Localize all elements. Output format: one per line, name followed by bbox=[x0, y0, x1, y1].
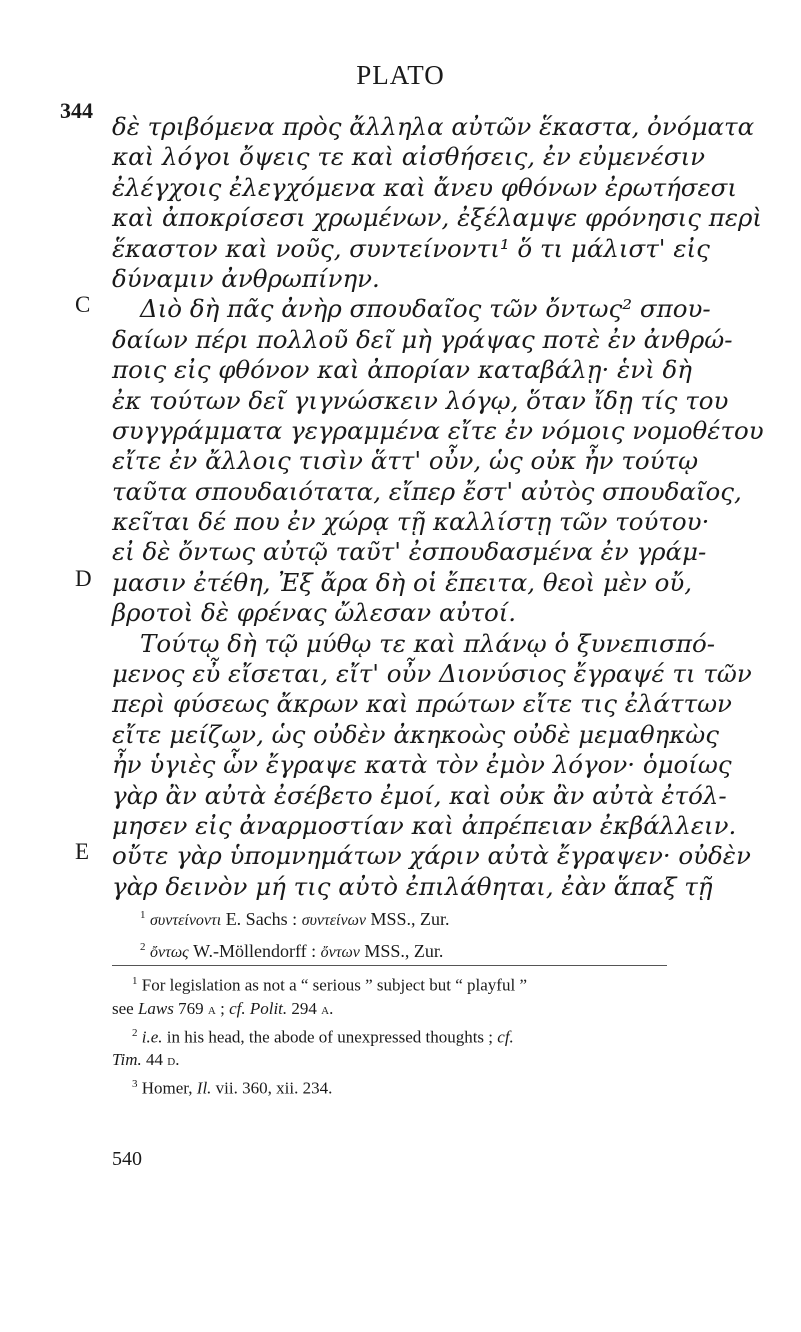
apparatus-greek: συντείνοντι bbox=[150, 912, 222, 929]
text-line: συγγράμματα γεγραμμένα εἴτε ἐν νόμοις νομοθέτου bbox=[112, 415, 764, 445]
footnote-text: 44 bbox=[141, 1050, 168, 1070]
footnote-text: a bbox=[207, 1001, 216, 1018]
bottom-page-number: 540 bbox=[112, 1148, 142, 1170]
running-title: PLATO bbox=[356, 60, 445, 90]
text-line: περὶ φύσεως ἄκρων καὶ πρώτων εἴτε τις ἐλάττων bbox=[112, 689, 732, 719]
text-line: Τούτῳ δὴ τῷ μύθῳ τε καὶ πλάνῳ ὁ ξυνεπισπό- bbox=[140, 628, 716, 658]
footnote-ref: Laws bbox=[137, 998, 174, 1018]
apparatus-note bbox=[140, 902, 780, 934]
text-line: μασιν ἐτέθη, Ἐξ ἄρα δὴ οἱ ἔπειτα, θεοὶ μὲν οὔ, bbox=[112, 567, 693, 597]
apparatus-text: MSS., Zur. bbox=[366, 909, 450, 929]
footnote-text: 769 bbox=[173, 998, 208, 1018]
apparatus-greek: ὄντως bbox=[150, 944, 189, 961]
text-line: γὰρ δεινὸν μή τις αὐτὸ ἐπιλάθηται, ἐὰν ἅπαξ τῇ bbox=[112, 871, 713, 901]
footnote-text: see bbox=[112, 998, 138, 1018]
text-line: μησεν εἰς ἀναρμοστίαν καὶ ἀπρέπειαν ἐκβάλλειν. bbox=[112, 810, 737, 840]
footnote-divider bbox=[112, 965, 667, 966]
text-line: δύναμιν ἀνθρωπίνην. bbox=[112, 263, 380, 293]
text-line: δὲ τριβόμενα πρὸς ἄλληλα αὐτῶν ἕκαστα, ὀνόματα bbox=[112, 112, 755, 141]
text-line: καὶ ἀποκρίσεσι χρωμένων, ἐξέλαμψε φρόνησις περὶ bbox=[112, 203, 763, 233]
apparatus-number: 1 bbox=[140, 909, 146, 921]
text-line: ἐλέγχοις ἐλεγχόμενα καὶ ἄνευ φθόνων ἐρωτήσεσι bbox=[112, 172, 737, 202]
text-line: ἦν ὑγιὲς ὧν ἔγραψε κατὰ τὸν ἐμὸν λόγον· ὁμοίως bbox=[112, 750, 732, 780]
margin-letter-c: C bbox=[75, 292, 91, 317]
apparatus-text: E. Sachs : bbox=[221, 909, 302, 929]
text-line: βροτοὶ δὲ φρένας ὤλεσαν αὐτοί. bbox=[112, 598, 517, 628]
footnote-text: d bbox=[167, 1053, 176, 1070]
footnote-text: . bbox=[329, 998, 334, 1018]
text-line: ἐκ τούτων δεῖ γιγνώσκειν λόγῳ, ὅταν ἴδῃ τίς του bbox=[112, 385, 729, 415]
footnote-ref: i.e. bbox=[141, 1027, 163, 1047]
footnote-text: a bbox=[321, 1001, 330, 1018]
footnote-3 bbox=[112, 1073, 782, 1100]
text-line: εἴτε μείζων, ὡς οὐδὲν ἀκηκοὼς οὐδὲ μεμαθηκὼς bbox=[112, 719, 720, 749]
greek-text bbox=[112, 112, 792, 902]
apparatus-text: W.-Möllendorff : bbox=[188, 941, 321, 961]
text-line: δαίων πέρι πολλοῦ δεῖ μὴ γράψας ποτὲ ἐν ἀνθρώ- bbox=[112, 324, 733, 354]
footnote-text: For legislation as not a “ serious ” subject but “ playful ” bbox=[141, 975, 527, 995]
footnote-text: Homer, bbox=[141, 1078, 197, 1098]
footnote-1 bbox=[112, 970, 782, 1022]
footnote-text: . bbox=[175, 1050, 180, 1070]
footnote-text: vii. 360, xii. 234. bbox=[211, 1078, 333, 1098]
apparatus-greek: συντείνων bbox=[301, 912, 366, 929]
text-line: Διὸ δὴ πᾶς ἀνὴρ σπουδαῖος τῶν ὄντως² σπου- bbox=[140, 294, 711, 324]
apparatus-note bbox=[140, 934, 780, 966]
text-line: εἰ δὲ ὄντως αὐτῷ ταῦτ' ἐσπουδασμένα ἐν γράμ- bbox=[112, 537, 707, 567]
apparatus-text: MSS., Zur. bbox=[359, 941, 444, 961]
footnote-ref: Il. bbox=[196, 1078, 212, 1098]
footnote-number: 3 bbox=[132, 1078, 138, 1091]
margin-letter-e: E bbox=[75, 839, 90, 864]
margin-letter-d: D bbox=[75, 566, 92, 591]
text-line: ποις εἰς φθόνον καὶ ἀπορίαν καταβάλῃ· ἑνὶ δὴ bbox=[112, 355, 692, 385]
footnote-number: 1 bbox=[132, 975, 138, 987]
text-line: ταῦτα σπουδαιότατα, εἴπερ ἔστ' αὐτὸς σπουδαῖος, bbox=[112, 476, 742, 506]
footnote-2 bbox=[112, 1022, 782, 1074]
text-line: κεῖται δέ που ἐν χώρᾳ τῇ καλλίστῃ τῶν τούτου· bbox=[112, 507, 710, 537]
footnote-text: in his head, the abode of unexpressed thoughts ; bbox=[162, 1027, 498, 1047]
footnote-ref: cf. Polit. bbox=[229, 998, 288, 1018]
footnotes bbox=[112, 970, 782, 1100]
footnote-text: 294 bbox=[287, 998, 322, 1018]
text-line: καὶ λόγοι ὄψεις τε καὶ αἰσθήσεις, ἐν εὐμενέσιν bbox=[112, 142, 706, 172]
footnote-ref: Tim. bbox=[112, 1050, 142, 1070]
text-line: μενος εὖ εἴσεται, εἴτ' οὖν Διονύσιος ἔγραψέ τι τῶν bbox=[112, 659, 752, 689]
apparatus-greek: ὄντων bbox=[320, 944, 360, 961]
footnote-number: 2 bbox=[132, 1026, 138, 1039]
text-line: οὔτε γὰρ ὑπομνημάτων χάριν αὐτὰ ἔγραψεν· οὐδὲν bbox=[112, 841, 751, 871]
text-line: εἴτε ἐν ἄλλοις τισὶν ἅττ' οὖν, ὡς οὐκ ἦν τούτῳ bbox=[112, 446, 699, 476]
footnote-ref: cf. bbox=[497, 1027, 514, 1047]
text-line: γὰρ ἂν αὐτὰ ἐσέβετο ἐμοί, καὶ οὐκ ἂν αὐτὰ ἐτόλ- bbox=[112, 780, 727, 810]
footnote-text: ; bbox=[215, 998, 230, 1018]
critical-apparatus bbox=[140, 902, 780, 966]
text-line: ἕκαστον καὶ νοῦς, συντείνοντι¹ ὅ τι μάλιστ' εἰς bbox=[112, 233, 710, 263]
apparatus-number: 2 bbox=[140, 941, 146, 953]
page-number: 344 bbox=[60, 98, 93, 123]
